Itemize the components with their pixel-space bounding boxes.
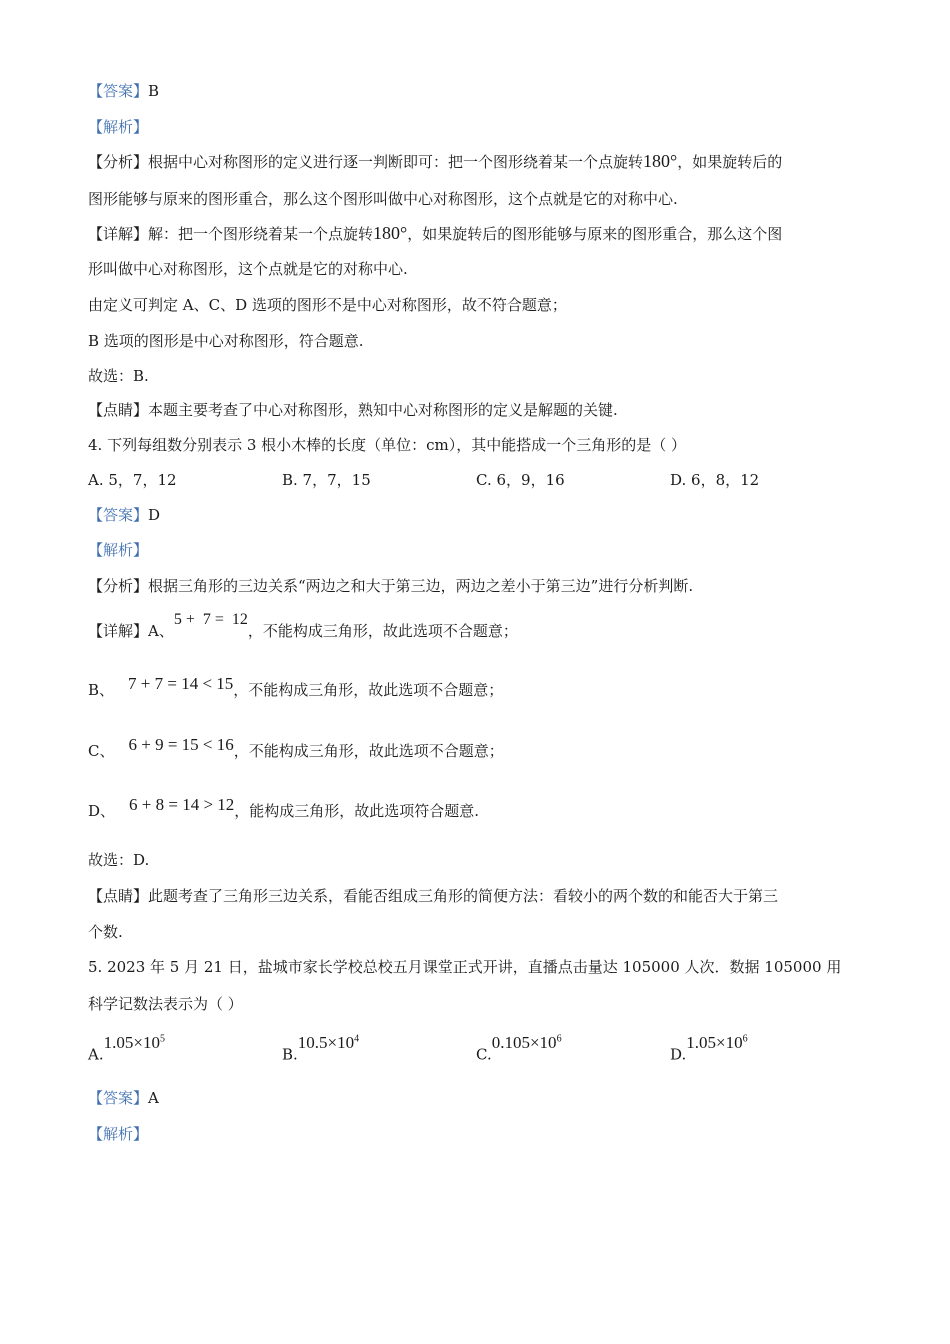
q5-option-c-exp: 6 bbox=[556, 1033, 562, 1044]
q5-stem-line1: 5. 2023 年 5 月 21 日，盐城市家长学校总校五月课堂正式开讲，直播点击量达 105000 人次．数据 105000 用 bbox=[88, 958, 842, 976]
q4-dianjing-line2: 个数. bbox=[88, 923, 123, 941]
q4-c-text: ，不能构成三角形，故此选项不合题意； bbox=[233, 742, 504, 760]
dianjing-tag: 【点睛】 bbox=[88, 401, 149, 419]
q5-option-b-base: 10.5×10 bbox=[297, 1032, 355, 1052]
q3-detail-line4: B 选项的图形是中心对称图形，符合题意. bbox=[88, 332, 364, 350]
q5-option-d-math bbox=[686, 1033, 747, 1052]
q4-answer-tag: 【答案】 bbox=[88, 506, 149, 524]
q4-d-prefix: D、 bbox=[88, 802, 116, 820]
q4-d-math: 6 + 8 = 14 > 12 bbox=[129, 795, 235, 814]
q4-dianjing-text-a: 此题考查了三角形三边关系，看能否组成三角形的简便方法：看较小的两个数的和能否大于第三 bbox=[148, 887, 779, 905]
q4-detail-d bbox=[88, 795, 480, 822]
q5-analysis-heading bbox=[88, 1123, 148, 1145]
q5-option-d-base: 1.05×10 bbox=[686, 1032, 743, 1052]
q5-option-b-exp: 4 bbox=[354, 1033, 360, 1044]
q3-dianjing-line bbox=[88, 399, 618, 421]
analysis-tag: 【解析】 bbox=[88, 118, 149, 136]
q3-detail-line2: 形叫做中心对称图形，这个点就是它的对称中心. bbox=[88, 260, 408, 278]
q4-detail-b bbox=[88, 674, 504, 701]
q3-detail-degree-math: 180° bbox=[373, 223, 408, 243]
q3-choose: 故选：B. bbox=[88, 367, 149, 385]
q5-analysis-tag: 【解析】 bbox=[88, 1125, 149, 1143]
q5-option-c-math bbox=[492, 1033, 562, 1052]
q4-option-a: A. 5，7，12 bbox=[88, 471, 177, 489]
fenxi-tag: 【分析】 bbox=[88, 153, 149, 171]
q5-stem-line2: 科学记数法表示为（ ） bbox=[88, 995, 243, 1013]
q4-option-b: B. 7，7，15 bbox=[282, 471, 371, 489]
q4-dianjing-line1 bbox=[88, 885, 778, 907]
q4-detail-c bbox=[88, 735, 504, 762]
q5-answer: A bbox=[148, 1089, 159, 1107]
q5-answer-tag: 【答案】 bbox=[88, 1089, 149, 1107]
q5-option-d-label: D. bbox=[670, 1045, 687, 1064]
q3-detail-text-a: 解：把一个图形绕着某一个点旋转 bbox=[148, 225, 374, 243]
q4-b-text: ，不能构成三角形，故此选项不合题意； bbox=[233, 681, 504, 699]
q5-option-d bbox=[670, 1032, 748, 1066]
q4-fenxi-tag: 【分析】 bbox=[88, 577, 149, 595]
q3-detail-text-b: ，如果旋转后的图形能够与原来的图形重合，那么这个图 bbox=[407, 225, 783, 243]
q4-option-c: C. 6，9，16 bbox=[476, 471, 565, 489]
q5-option-c-base: 0.105×10 bbox=[491, 1032, 557, 1052]
q4-fenxi-line bbox=[88, 575, 693, 597]
q5-option-b-label: B. bbox=[282, 1045, 298, 1064]
q3-fenxi-line1 bbox=[88, 150, 782, 173]
q5-option-b-math bbox=[298, 1033, 359, 1052]
q3-detail-line3: 由定义可判定 A、C、D 选项的图形不是中心对称图形，故不符合题意； bbox=[88, 296, 567, 314]
q5-option-d-exp: 6 bbox=[742, 1033, 748, 1044]
q5-option-a-exp: 5 bbox=[159, 1033, 165, 1044]
q5-option-b bbox=[282, 1032, 360, 1066]
q4-answer-line bbox=[88, 504, 160, 526]
q4-xiangjie-tag: 【详解】 bbox=[88, 622, 149, 640]
q4-a-prefix: A、 bbox=[148, 622, 174, 640]
q3-answer: B bbox=[148, 82, 160, 100]
q4-stem: 4. 下列每组数分别表示 3 根小木棒的长度（单位：cm），其中能搭成一个三角形的是（ ） bbox=[88, 436, 687, 454]
q3-dianjing-text: 本题主要考查了中心对称图形，熟知中心对称图形的定义是解题的关键. bbox=[148, 401, 618, 419]
q5-option-a-math bbox=[104, 1033, 165, 1052]
q3-answer-line bbox=[88, 80, 159, 102]
q4-d-text: ，能构成三角形，故此选项符合题意. bbox=[234, 802, 480, 820]
q3-detail-line1 bbox=[88, 222, 782, 245]
q4-answer: D bbox=[148, 506, 161, 524]
q4-b-prefix: B、 bbox=[88, 681, 115, 699]
q5-option-a-label: A. bbox=[88, 1045, 104, 1064]
q4-a-text: ，不能构成三角形，故此选项不合题意； bbox=[247, 622, 518, 640]
q4-option-d: D. 6，8，12 bbox=[670, 471, 760, 489]
q4-analysis-heading bbox=[88, 539, 148, 561]
q3-fenxi-text-b: ，如果旋转后的 bbox=[677, 153, 783, 171]
q4-dianjing-tag: 【点睛】 bbox=[88, 887, 149, 905]
q4-a-math: 5 + 7 = 12 bbox=[173, 611, 248, 628]
q4-analysis-tag: 【解析】 bbox=[88, 541, 149, 559]
q5-answer-line bbox=[88, 1087, 159, 1109]
q5-option-c-label: C. bbox=[476, 1045, 492, 1064]
q3-fenxi-text-a: 根据中心对称图形的定义进行逐一判断即可：把一个图形绕着某一个点旋转 bbox=[148, 153, 644, 171]
q4-b-math: 7 + 7 = 14 < 15 bbox=[128, 674, 234, 693]
q3-fenxi-line2: 图形能够与原来的图形重合，那么这个图形叫做中心对称图形，这个点就是它的对称中心. bbox=[88, 190, 678, 208]
q4-c-prefix: C、 bbox=[88, 742, 115, 760]
q4-fenxi-text: 根据三角形的三边关系“两边之和大于第三边，两边之差小于第三边”进行分析判断. bbox=[148, 577, 694, 595]
q3-degree-math: 180° bbox=[643, 151, 678, 171]
q5-option-c bbox=[476, 1032, 562, 1066]
q3-analysis-heading bbox=[88, 116, 148, 138]
q5-option-a-base: 1.05×10 bbox=[103, 1032, 160, 1052]
q5-option-a bbox=[88, 1032, 165, 1066]
xiangjie-tag: 【详解】 bbox=[88, 225, 149, 243]
q4-c-math: 6 + 9 = 15 < 16 bbox=[128, 735, 234, 754]
q4-choose: 故选：D. bbox=[88, 851, 150, 869]
answer-tag: 【答案】 bbox=[88, 82, 149, 100]
q4-detail-a bbox=[88, 611, 518, 643]
